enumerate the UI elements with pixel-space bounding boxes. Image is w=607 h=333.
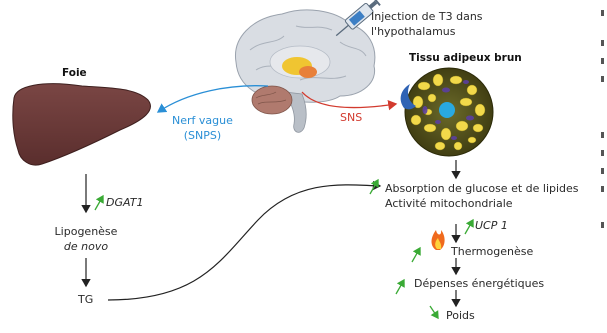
ucp1-label: UCP 1 bbox=[475, 219, 508, 232]
lipogenesis-line-1: Lipogenèse bbox=[54, 225, 118, 238]
lipogenesis-line-2: de novo bbox=[63, 240, 109, 253]
absorption-up-arrow bbox=[370, 180, 378, 194]
sns-label: SNS bbox=[340, 111, 363, 124]
injection-label bbox=[371, 9, 483, 39]
liver-illustration bbox=[13, 84, 151, 165]
vagus-line-1: Nerf vague bbox=[172, 114, 233, 127]
liver-title: Foie bbox=[62, 67, 87, 79]
tg-label: TG bbox=[78, 293, 94, 306]
dgat1-up-arrow bbox=[95, 196, 103, 210]
thermogenesis-up-arrow bbox=[412, 248, 420, 262]
energy-label: Dépenses énergétiques bbox=[414, 277, 545, 290]
brown-adipose-tissue-illustration bbox=[405, 68, 493, 156]
thermogenesis-label: Thermogenèse bbox=[451, 245, 534, 258]
cropped-edge-margin bbox=[598, 0, 607, 333]
flame-icon bbox=[432, 230, 445, 250]
weight-label: Poids bbox=[446, 309, 475, 322]
vagus-line-2: (SNPS) bbox=[183, 129, 222, 142]
lipogenesis-label bbox=[54, 224, 118, 254]
injection-line-2: l'hypothalamus bbox=[371, 25, 456, 38]
injection-line-1: Injection de T3 dans bbox=[371, 10, 483, 23]
tg-to-absorption-arrow bbox=[108, 185, 380, 300]
dgat1-label: DGAT1 bbox=[106, 196, 144, 209]
absorption-block bbox=[385, 181, 579, 211]
ucp1-up-arrow bbox=[465, 220, 473, 234]
energy-up-arrow bbox=[396, 280, 404, 294]
vagus-label bbox=[172, 113, 233, 143]
activity-label: Activité mitochondriale bbox=[385, 197, 513, 210]
absorption-label: Absorption de glucose et de lipides bbox=[385, 182, 579, 195]
bat-title: Tissu adipeux brun bbox=[409, 52, 522, 64]
weight-down-arrow bbox=[430, 306, 438, 318]
